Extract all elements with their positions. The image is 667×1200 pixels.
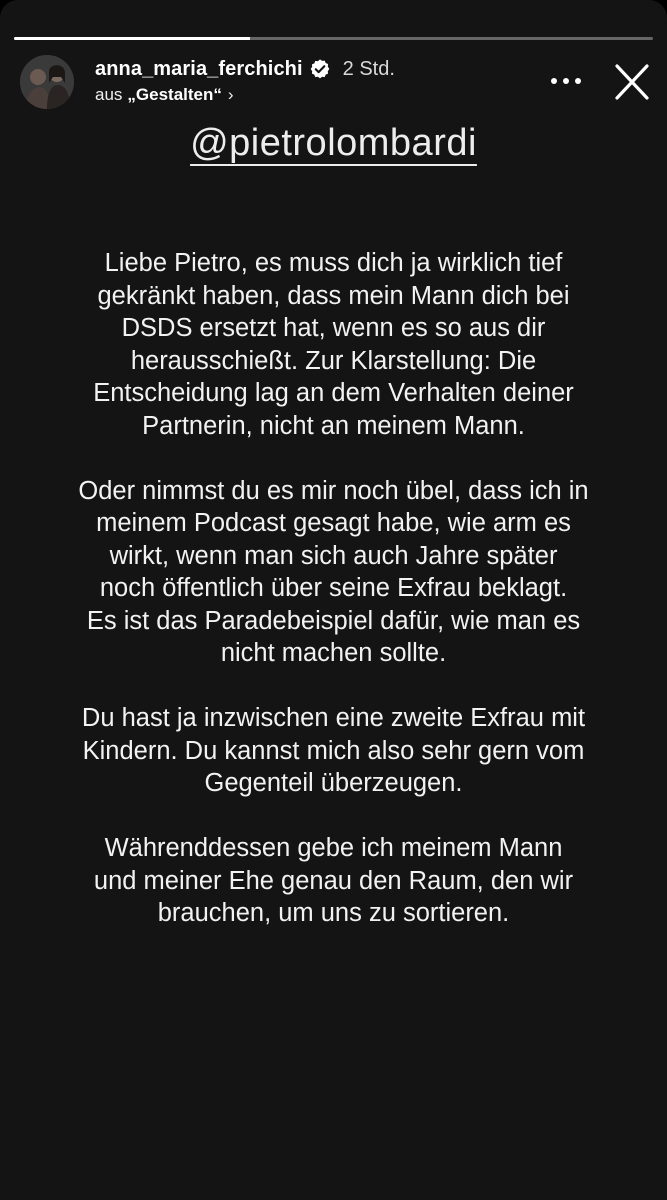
verified-badge-icon xyxy=(309,58,331,80)
story-text-line: gekränkt haben, dass mein Mann dich bei xyxy=(97,281,570,310)
story-text-line: Es ist das Paradebeispiel dafür, wie man es xyxy=(86,606,581,635)
mention-sticker[interactable]: @pietrolombardi xyxy=(190,122,477,164)
story-text-line: Kindern. Du kannst mich also sehr gern vom xyxy=(82,736,585,765)
more-options-button[interactable] xyxy=(548,64,584,98)
story-text-line: noch öffentlich über seine Exfrau beklagt. xyxy=(99,574,568,602)
story-text-line: nicht machen sollte. xyxy=(220,639,447,667)
story-text-line: wirkt, wenn man sich auch Jahre später xyxy=(109,541,558,570)
story-text-line: DSDS ersetzt hat, wenn es so aus dir xyxy=(121,314,546,342)
close-button[interactable] xyxy=(612,63,652,101)
story-text-line: Währenddessen gebe ich meinem Mann xyxy=(104,834,563,862)
close-icon xyxy=(612,63,652,101)
story-paragraph xyxy=(40,247,627,442)
story-text-line: Gegenteil überzeugen. xyxy=(204,769,463,797)
story-text xyxy=(40,247,627,962)
story-header xyxy=(95,56,395,106)
source-prefix: aus xyxy=(95,85,123,104)
story-text-line: Oder nimmst du es mir noch übel, dass ich in xyxy=(78,476,589,505)
source-name: „Gestalten“ xyxy=(127,85,222,104)
story-text-line: Partnerin, nicht an meinem Mann. xyxy=(142,411,525,440)
story-text-line: meinem Podcast gesagt habe, wie arm es xyxy=(96,509,571,537)
story-text-line: Entscheidung lag an dem Verhalten deiner xyxy=(93,379,574,407)
avatar-photo-icon xyxy=(20,55,74,109)
post-time: 2 Std. xyxy=(342,57,395,80)
story-text-line: brauchen, um uns zu sortieren. xyxy=(157,899,510,927)
avatar[interactable] xyxy=(20,55,74,109)
story-paragraph xyxy=(40,475,627,670)
story-text-line: und meiner Ehe genau den Raum, den wir xyxy=(93,866,574,895)
story-text-line: herausschießt. Zur Klarstellung: Die xyxy=(130,346,537,375)
chevron-right-icon: › xyxy=(227,85,234,104)
story-paragraph xyxy=(40,702,627,800)
story-text-line: Du hast ja inzwischen eine zweite Exfrau mit xyxy=(81,704,586,732)
story-paragraph xyxy=(40,832,627,930)
source-link[interactable] xyxy=(95,84,395,106)
username-link[interactable]: anna_maria_ferchichi xyxy=(95,57,303,80)
story-progress-bar xyxy=(14,37,653,40)
story-text-line: Liebe Pietro, es muss dich ja wirklich tief xyxy=(104,249,563,277)
more-horizontal-icon xyxy=(548,64,584,98)
story-progress-fill xyxy=(14,37,250,40)
